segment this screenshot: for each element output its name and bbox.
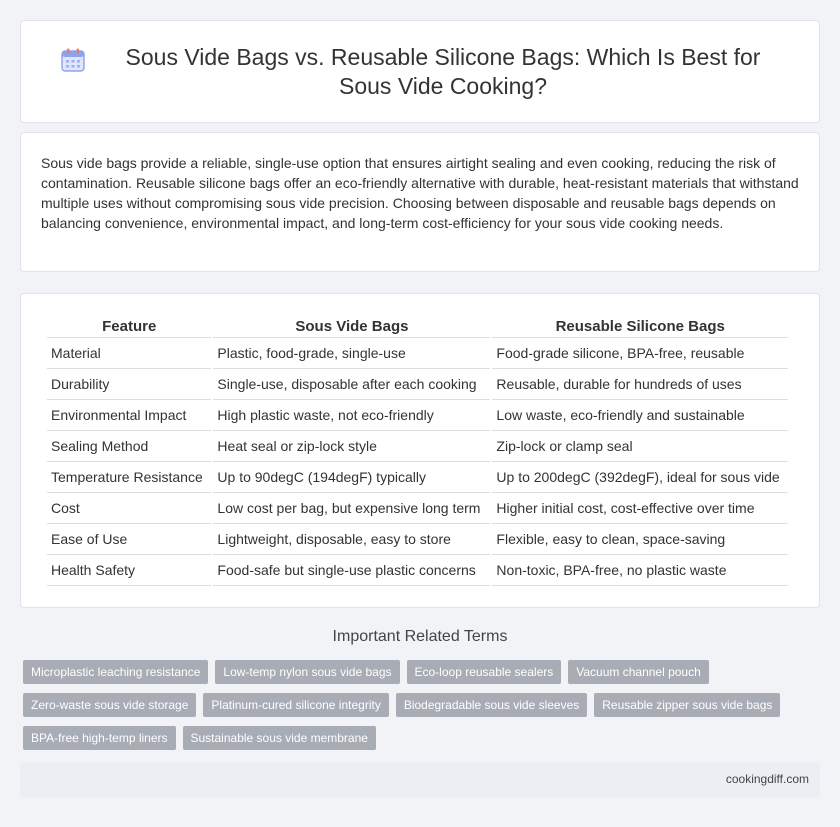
table-row [47,400,788,431]
term-tag[interactable]: Eco-loop reusable sealers [407,660,562,684]
row-silicone-value: Up to 200degC (392degF), ideal for sous vide [492,462,788,493]
row-sous-vide-value: Lightweight, disposable, easy to store [213,524,490,555]
term-tag[interactable]: Low-temp nylon sous vide bags [215,660,399,684]
header-sous-vide-bags: Sous Vide Bags [213,316,490,338]
row-feature: Health Safety [47,555,211,586]
header-feature: Feature [47,316,211,338]
row-silicone-value: Reusable, durable for hundreds of uses [492,369,788,400]
comparison-card [20,293,820,608]
comparison-table [45,316,790,586]
page-title: Sous Vide Bags vs. Reusable Silicone Bags: Which Is Best for Sous Vide Cooking? [125,43,761,99]
footer [20,763,820,797]
row-feature: Ease of Use [47,524,211,555]
term-tag[interactable]: Reusable zipper sous vide bags [594,693,780,717]
row-sous-vide-value: Single-use, disposable after each cooking [213,369,490,400]
row-sous-vide-value: Food-safe but single-use plastic concerns [213,555,490,586]
table-row [47,493,788,524]
row-sous-vide-value: Heat seal or zip-lock style [213,431,490,462]
term-tag[interactable]: Sustainable sous vide membrane [183,726,376,750]
row-silicone-value: Flexible, easy to clean, space-saving [492,524,788,555]
calendar-icon [60,47,86,73]
related-terms-title: Important Related Terms [332,628,508,645]
row-silicone-value: Low waste, eco-friendly and sustainable [492,400,788,431]
table-row [47,431,788,462]
row-feature: Sealing Method [47,431,211,462]
term-tag[interactable]: BPA-free high-temp liners [23,726,176,750]
row-feature: Environmental Impact [47,400,211,431]
term-tag[interactable]: Vacuum channel pouch [568,660,709,684]
footer-site-link[interactable]: cookingdiff.com [725,772,809,786]
table-row [47,338,788,369]
title-card [20,20,820,123]
table-row [47,369,788,400]
term-tag[interactable]: Platinum-cured silicone integrity [203,693,388,717]
table-row [47,524,788,555]
row-silicone-value: Higher initial cost, cost-effective over time [492,493,788,524]
related-terms-list [23,660,823,750]
header-silicone-bags: Reusable Silicone Bags [492,316,788,338]
title-wrap [60,43,780,101]
table-header-row [47,316,788,338]
intro-text: Sous vide bags provide a reliable, single-use option that ensures airtight sealing and even cooking, reducing the risk of contamination. Reusable silicone bags offer an eco-friendly alternative with durable, heat-resistant materials that withstand multiple uses without compromising sous vide precision. Choosing between disposable and reusable bags depends on balancing convenience, environmental impact, and long-term cost-efficiency for your sous vide cooking needs. [41,155,799,231]
row-feature: Temperature Resistance [47,462,211,493]
row-sous-vide-value: Plastic, food-grade, single-use [213,338,490,369]
term-tag[interactable]: Biodegradable sous vide sleeves [396,693,587,717]
row-feature: Cost [47,493,211,524]
row-sous-vide-value: Low cost per bag, but expensive long term [213,493,490,524]
row-silicone-value: Zip-lock or clamp seal [492,431,788,462]
row-feature: Durability [47,369,211,400]
row-silicone-value: Non-toxic, BPA-free, no plastic waste [492,555,788,586]
table-row [47,555,788,586]
row-silicone-value: Food-grade silicone, BPA-free, reusable [492,338,788,369]
row-feature: Material [47,338,211,369]
term-tag[interactable]: Microplastic leaching resistance [23,660,208,684]
row-sous-vide-value: High plastic waste, not eco-friendly [213,400,490,431]
table-row [47,462,788,493]
row-sous-vide-value: Up to 90degC (194degF) typically [213,462,490,493]
intro-card [20,132,820,272]
term-tag[interactable]: Zero-waste sous vide storage [23,693,196,717]
